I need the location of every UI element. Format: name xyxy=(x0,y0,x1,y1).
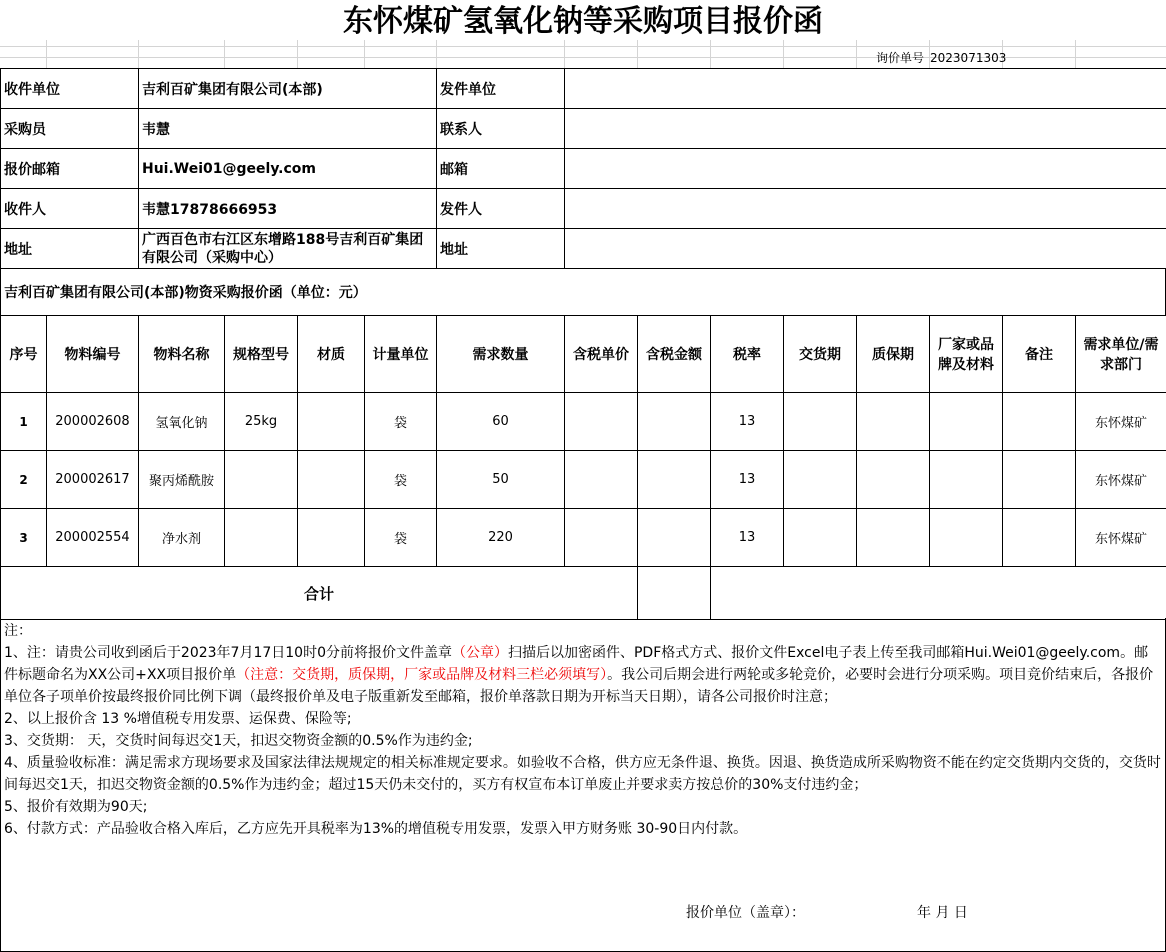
note-1 xyxy=(4,642,1162,708)
cell-spec: 25kg xyxy=(225,393,298,451)
signature-label: 报价单位（盖章）： xyxy=(686,905,805,921)
column-header: 物料名称 xyxy=(139,316,225,393)
column-header: 序号 xyxy=(1,316,47,393)
cell-warranty[interactable] xyxy=(857,509,930,567)
note-6: 6、付款方式：产品验收合格入库后，乙方应先开具税率为13%的增值税专用发票，发票入甲方财务账 30-90日内付款。 xyxy=(4,821,748,837)
column-header: 备注 xyxy=(1003,316,1076,393)
cell-warranty[interactable] xyxy=(857,393,930,451)
column-header: 需求单位/需求部门 xyxy=(1076,316,1166,393)
column-header: 材质 xyxy=(298,316,365,393)
note-1-text-b: 扫描后以加密函件、PDF格式方式、报价文件Excel电子表上传至我司邮箱Hui.Wei01@geely.com。邮件标题命名为XX公司+XX项目报价单 xyxy=(4,645,1149,683)
info-value[interactable]: 韦慧 xyxy=(139,109,437,149)
cell-amount[interactable] xyxy=(638,509,711,567)
info-label: 邮箱 xyxy=(437,149,565,189)
cell-unit-price[interactable] xyxy=(565,509,638,567)
materials-quote-table xyxy=(0,315,1166,620)
cell-spec xyxy=(225,509,298,567)
cell-tax-rate: 13 xyxy=(711,393,784,451)
cell-amount[interactable] xyxy=(638,393,711,451)
info-row xyxy=(1,229,1166,269)
column-header: 交货期 xyxy=(784,316,857,393)
total-amount[interactable] xyxy=(638,567,711,620)
cell-material-code: 200002617 xyxy=(47,451,139,509)
cell-department: 东怀煤矿 xyxy=(1076,451,1166,509)
note-2: 2、以上报价含 13 %增值税专用发票、运保费、保险等; xyxy=(4,711,352,727)
info-row xyxy=(1,69,1166,109)
cell-material-name: 净水剂 xyxy=(139,509,225,567)
note-5: 5、报价有效期为90天; xyxy=(4,799,148,815)
info-row xyxy=(1,189,1166,229)
cell-material[interactable] xyxy=(298,509,365,567)
cell-quantity: 50 xyxy=(437,451,565,509)
cell-material-code: 200002608 xyxy=(47,393,139,451)
info-label: 发件单位 xyxy=(437,69,565,109)
table-row xyxy=(1,509,1166,567)
cell-spec xyxy=(225,451,298,509)
total-blank xyxy=(711,567,1166,620)
cell-remark[interactable] xyxy=(1003,393,1076,451)
cell-amount[interactable] xyxy=(638,451,711,509)
cell-delivery[interactable] xyxy=(784,451,857,509)
cell-unit-price[interactable] xyxy=(565,393,638,451)
cell-material-name: 聚丙烯酰胺 xyxy=(139,451,225,509)
cell-remark[interactable] xyxy=(1003,451,1076,509)
cell-department: 东怀煤矿 xyxy=(1076,393,1166,451)
cell-material[interactable] xyxy=(298,393,365,451)
table-row xyxy=(1,393,1166,451)
cell-seq: 3 xyxy=(1,509,47,567)
quotation-banner: 吉利百矿集团有限公司(本部)物资采购报价函（单位：元） xyxy=(0,269,1166,316)
total-label: 合计 xyxy=(1,567,638,620)
cell-brand[interactable] xyxy=(930,509,1003,567)
cell-quantity: 220 xyxy=(437,509,565,567)
inquiry-value: 2023071303 xyxy=(930,51,1007,65)
note-1-text-a: 1、注：请贵公司收到函后于2023年7月17日10时0分前将报价文件盖章 xyxy=(4,645,452,661)
cell-material[interactable] xyxy=(298,451,365,509)
cell-unit-price[interactable] xyxy=(565,451,638,509)
cell-unit: 袋 xyxy=(365,393,437,451)
info-value[interactable] xyxy=(565,149,1166,189)
column-header: 含税金额 xyxy=(638,316,711,393)
info-label: 收件单位 xyxy=(1,69,139,109)
column-header: 质保期 xyxy=(857,316,930,393)
info-value[interactable] xyxy=(565,189,1166,229)
notes-heading: 注： xyxy=(4,623,32,639)
cell-seq: 1 xyxy=(1,393,47,451)
note-1-seal: （公章） xyxy=(451,645,508,661)
cell-delivery[interactable] xyxy=(784,393,857,451)
info-label: 采购员 xyxy=(1,109,139,149)
info-label: 联系人 xyxy=(437,109,565,149)
info-value[interactable]: Hui.Wei01@geely.com xyxy=(139,149,437,189)
column-header: 含税单价 xyxy=(565,316,638,393)
info-label: 收件人 xyxy=(1,189,139,229)
cell-unit: 袋 xyxy=(365,509,437,567)
cell-tax-rate: 13 xyxy=(711,509,784,567)
info-label: 发件人 xyxy=(437,189,565,229)
cell-remark[interactable] xyxy=(1003,509,1076,567)
signature-line xyxy=(686,902,968,922)
column-header: 厂家或品牌及材料 xyxy=(930,316,1003,393)
note-4: 4、质量验收标准：满足需求方现场要求及国家法律法规规定的相关标准规定要求。如验收不合格，供方应无条件退、换货。因退、换货造成所采购物资不能在约定交货期内交货的，交货时间每迟交1天，扣迟交物资金额的0.5%作为违约金；超过15天仍未交付的，买方有权宣布本订单废止并要求卖方按总价的30%支付违约金； xyxy=(4,755,1161,793)
column-header: 需求数量 xyxy=(437,316,565,393)
note-3: 3、交货期： 天，交货时间每迟交1天，扣迟交物资金额的0.5%作为违约金; xyxy=(4,733,473,749)
signature-date: 年 月 日 xyxy=(917,905,968,921)
total-row xyxy=(1,567,1166,620)
cell-unit: 袋 xyxy=(365,451,437,509)
cell-material-code: 200002554 xyxy=(47,509,139,567)
info-label: 报价邮箱 xyxy=(1,149,139,189)
column-header: 计量单位 xyxy=(365,316,437,393)
cell-warranty[interactable] xyxy=(857,451,930,509)
info-label: 地址 xyxy=(437,229,565,269)
cell-seq: 2 xyxy=(1,451,47,509)
cell-tax-rate: 13 xyxy=(711,451,784,509)
table-header-row xyxy=(1,316,1166,393)
info-value[interactable] xyxy=(565,109,1166,149)
inquiry-number xyxy=(876,49,1012,66)
column-header: 规格型号 xyxy=(225,316,298,393)
cell-brand[interactable] xyxy=(930,393,1003,451)
note-1-required-fields: （注意：交货期，质保期，厂家或品牌及材料三栏必须填写） xyxy=(236,667,608,683)
cell-department: 东怀煤矿 xyxy=(1076,509,1166,567)
column-header: 物料编号 xyxy=(47,316,139,393)
info-value[interactable]: 吉利百矿集团有限公司(本部) xyxy=(139,69,437,109)
inquiry-label: 询价单号 xyxy=(876,51,925,65)
notes-section xyxy=(0,618,1166,952)
info-value[interactable] xyxy=(565,69,1166,109)
table-row xyxy=(1,451,1166,509)
column-header: 税率 xyxy=(711,316,784,393)
sender-receiver-info-table xyxy=(0,68,1166,269)
info-value[interactable] xyxy=(565,229,1166,269)
cell-quantity: 60 xyxy=(437,393,565,451)
page-title: 东怀煤矿氢氧化钠等采购项目报价函 xyxy=(343,4,823,39)
note-1-text-c: 。我公司后期会进行两轮或多轮竞价，必要时会进行分项采购。项目竞价结束后，各报价单位各子项单价按最终报价同比例下调（最终报价单及电子版重新发至邮箱，报价单落款日期为开标当天日期），请各公司报价时注意； xyxy=(4,667,1154,705)
info-label: 地址 xyxy=(1,229,139,269)
cell-material-name: 氢氧化钠 xyxy=(139,393,225,451)
info-value[interactable]: 韦慧17878666953 xyxy=(139,189,437,229)
info-row xyxy=(1,149,1166,189)
info-value[interactable]: 广西百色市右江区东增路188号吉利百矿集团有限公司（采购中心） xyxy=(139,229,437,269)
cell-brand[interactable] xyxy=(930,451,1003,509)
cell-delivery[interactable] xyxy=(784,509,857,567)
info-row xyxy=(1,109,1166,149)
